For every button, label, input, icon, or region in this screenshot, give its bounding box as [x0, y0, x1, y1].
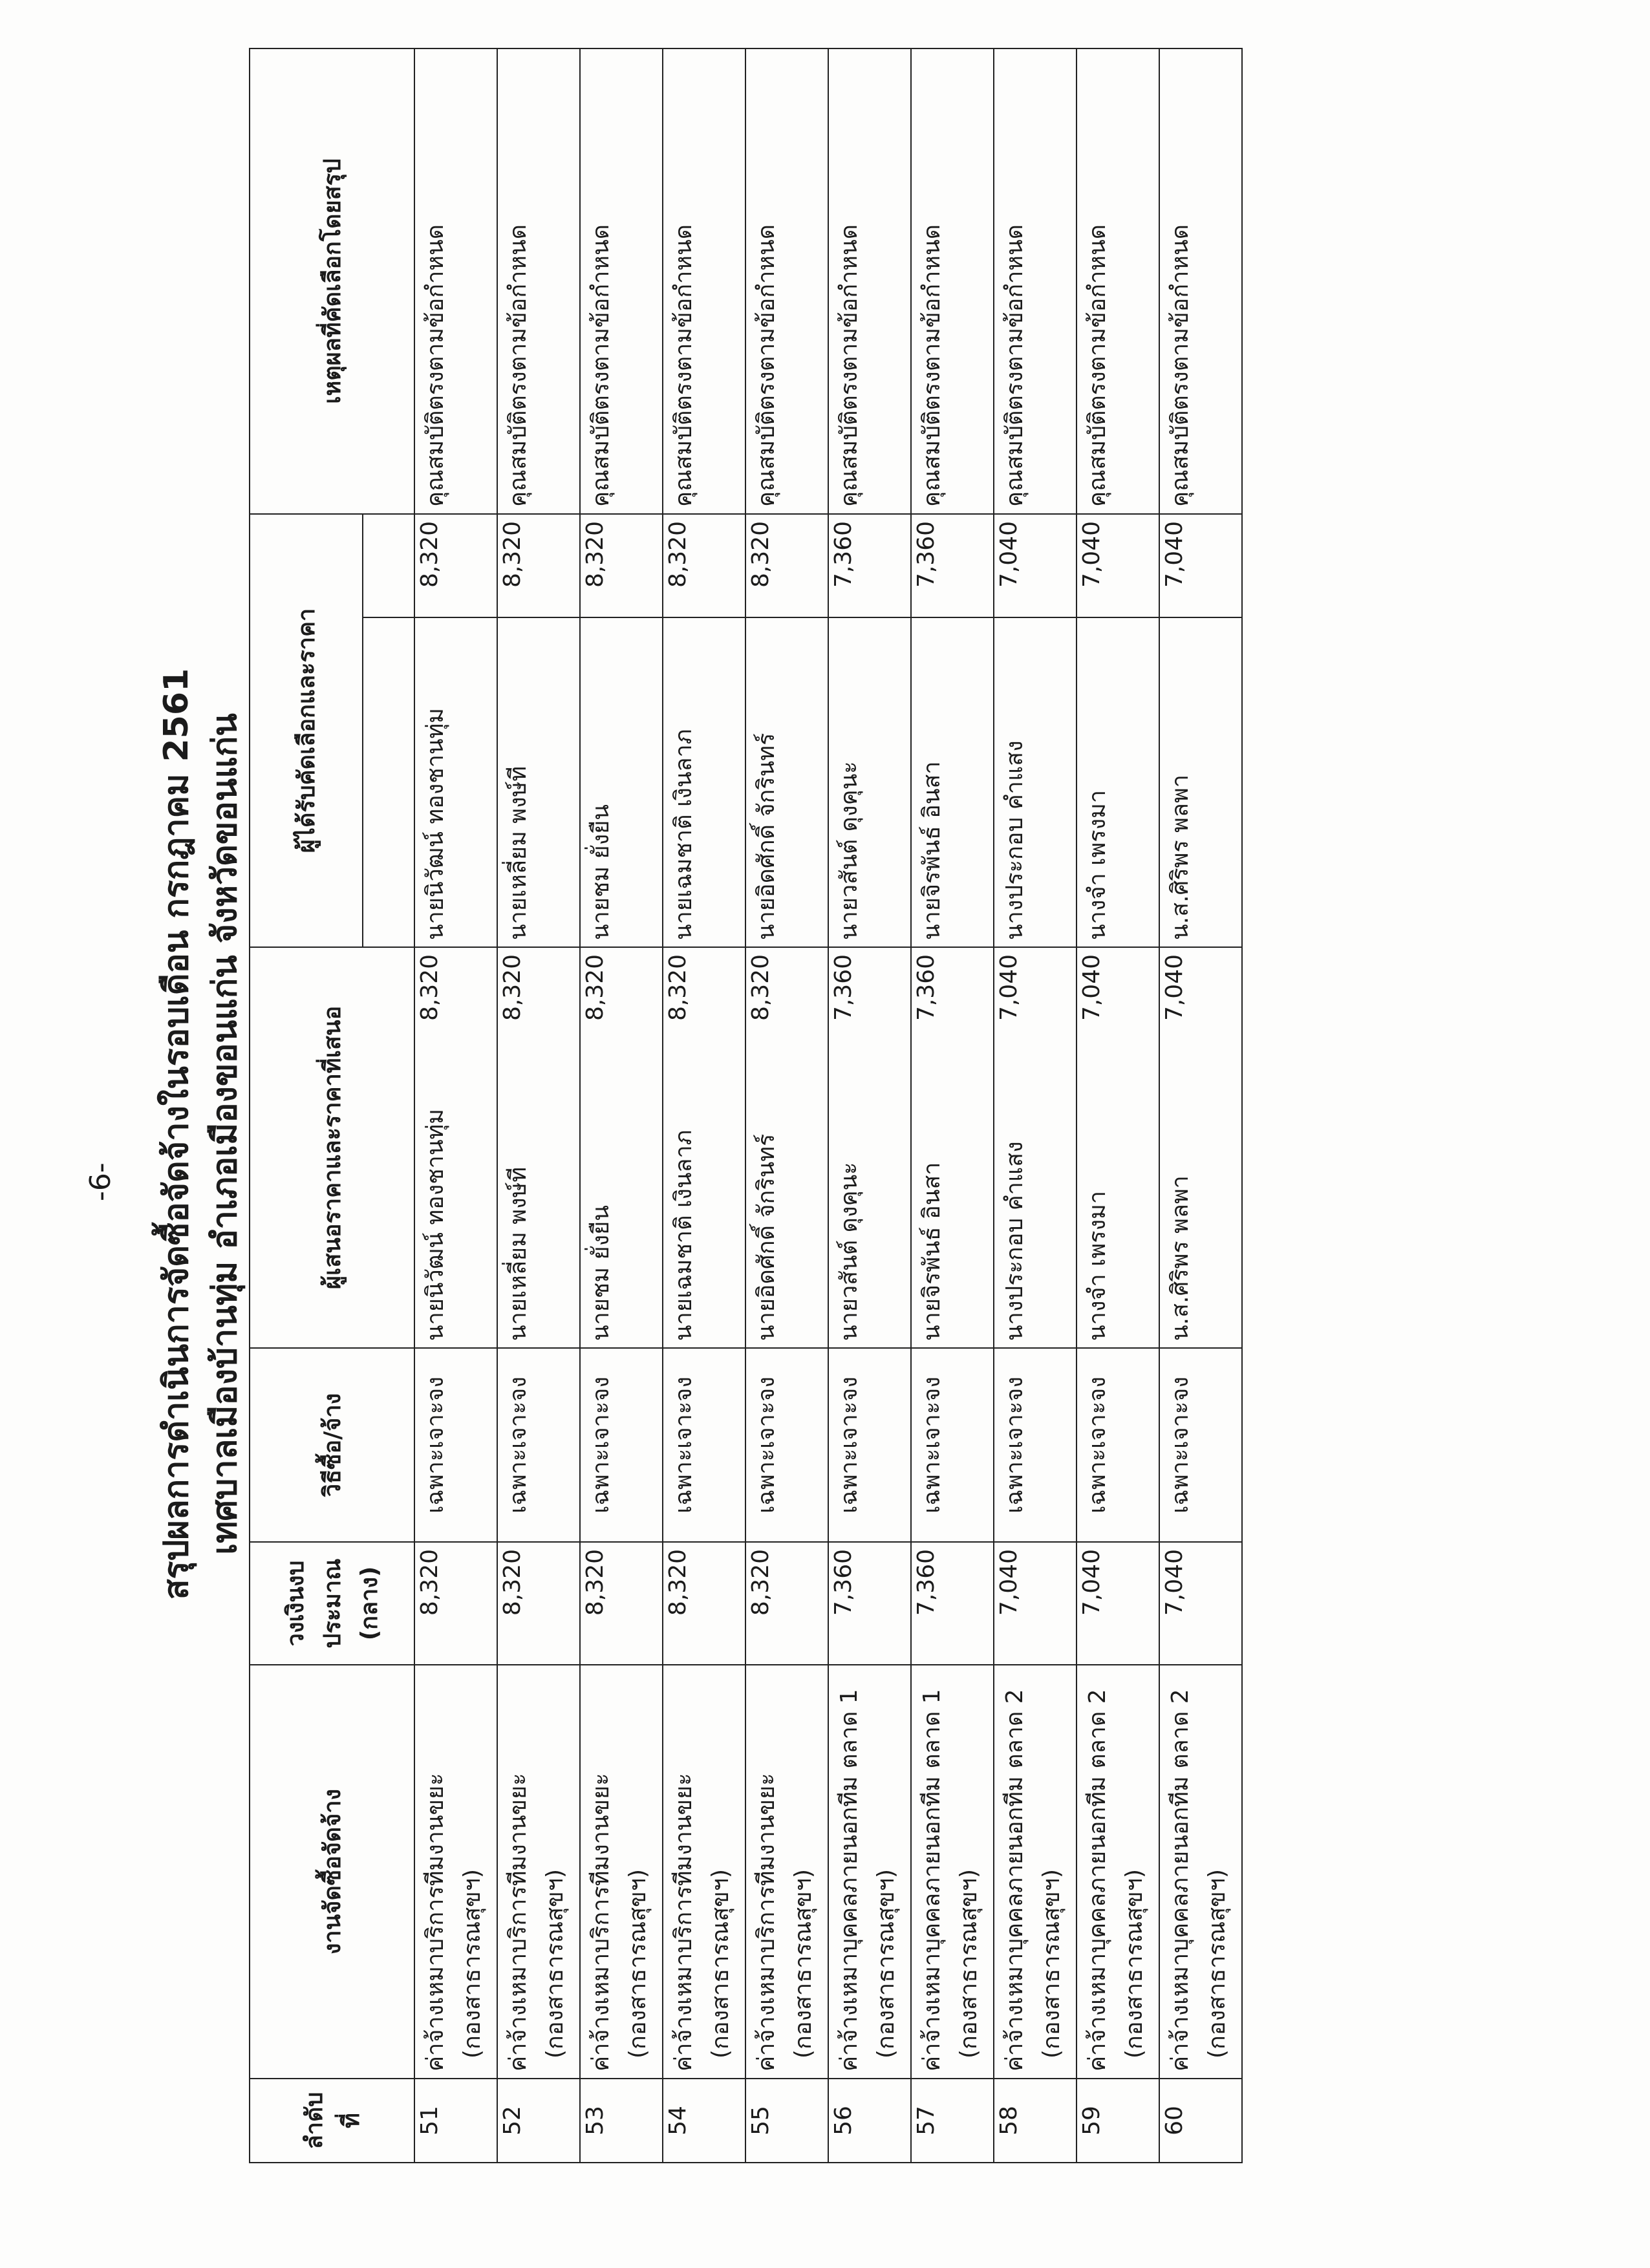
item-description: ค่าจ้างเหมาบุคคลภายนอกทีม ตลาด 2: [1002, 1689, 1028, 2071]
item-description: ค่าจ้างเหมาบุคคลภายนอกทีม ตลาด 2: [1084, 1689, 1111, 2071]
table-row: [994, 48, 1077, 2163]
bid-price: 8,320: [497, 947, 580, 1064]
selection-reason: คุณสมบัติตรงตามข้อกำหนด: [745, 48, 828, 514]
table-row: [497, 48, 580, 2163]
selection-reason: คุณสมบัติตรงตามข้อกำหนด: [1159, 48, 1242, 514]
row-number: 59: [1077, 2079, 1159, 2163]
bidder-name: นายชม ยั่งยืน: [580, 1064, 663, 1348]
selection-reason: คุณสมบัติตรงตามข้อกำหนด: [580, 48, 663, 514]
procurement-table: [249, 48, 1243, 2163]
item-department: (กองสาธารณสุขฯ): [1038, 1869, 1065, 2059]
selection-reason: คุณสมบัติตรงตามข้อกำหนด: [663, 48, 745, 514]
winner-price: 7,040: [994, 514, 1077, 617]
bid-price: 8,320: [580, 947, 663, 1064]
bid-price: 7,360: [911, 947, 994, 1064]
header-method: วิธีซื้อ/จ้าง: [250, 1348, 414, 1542]
table-row: [580, 48, 663, 2163]
row-number: 54: [663, 2079, 745, 2163]
budget-amount: 7,360: [911, 1542, 994, 1665]
item-cell: [994, 1665, 1077, 2079]
row-number: 55: [745, 2079, 828, 2163]
bid-price: 7,040: [1159, 947, 1242, 1064]
header-item: งานจัดซื้อจัดจ้าง: [250, 1665, 414, 2079]
budget-amount: 8,320: [663, 1542, 745, 1665]
row-number: 60: [1159, 2079, 1242, 2163]
winner-price: 8,320: [497, 514, 580, 617]
item-description: ค่าจ้างเหมาบุคคลภายนอกทีม ตลาด 1: [919, 1689, 945, 2071]
item-department: (กองสาธารณสุขฯ): [956, 1869, 982, 2059]
row-number: 58: [994, 2079, 1077, 2163]
item-cell: [414, 1665, 497, 2079]
item-description: ค่าจ้างเหมาบุคคลภายนอกทีม ตลาด 2: [1167, 1689, 1194, 2071]
winner-price: 7,040: [1077, 514, 1159, 617]
bidder-name: นายเฉมชาติ เงินลาภ: [663, 1064, 745, 1348]
winner-name: นายเฉมชาติ เงินลาภ: [663, 617, 745, 947]
item-cell: [911, 1665, 994, 2079]
item-cell: [745, 1665, 828, 2079]
procurement-method: เฉพาะเจาะจง: [1077, 1348, 1159, 1542]
winner-name: น.ส.ศิริพร พลพา: [1159, 617, 1242, 947]
row-number: 57: [911, 2079, 994, 2163]
bidder-name: น.ส.ศิริพร พลพา: [1159, 1064, 1242, 1348]
header-reason: เหตุผลที่คัดเลือกโดยสรุป: [250, 48, 414, 514]
row-number: 52: [497, 2079, 580, 2163]
winner-name: นางประกอบ คำแสง: [994, 617, 1077, 947]
header-no: ลำดับที่: [250, 2079, 414, 2163]
table-row: [828, 48, 911, 2163]
procurement-method: เฉพาะเจาะจง: [497, 1348, 580, 1542]
row-number: 53: [580, 2079, 663, 2163]
winner-name: นางจำ เพรงมา: [1077, 617, 1159, 947]
bidder-name: นายวสันต์ ดุงคุนะ: [828, 1064, 911, 1348]
selection-reason: คุณสมบัติตรงตามข้อกำหนด: [994, 48, 1077, 514]
item-description: ค่าจ้างเหมาบริการทีมงานขยะ: [505, 1773, 531, 2071]
bidder-name: นายนิวัฒน์ ทองชานทุ่ม: [414, 1064, 497, 1348]
bidder-name: นายอิดศักดิ์ จักรินทร์: [745, 1064, 828, 1348]
header-winner-price-cell: [363, 514, 414, 617]
procurement-method: เฉพาะเจาะจง: [828, 1348, 911, 1542]
bid-price: 8,320: [414, 947, 497, 1064]
budget-amount: 7,360: [828, 1542, 911, 1665]
selection-reason: คุณสมบัติตรงตามข้อกำหนด: [414, 48, 497, 514]
winner-name: นายอิดศักดิ์ จักรินทร์: [745, 617, 828, 947]
selection-reason: คุณสมบัติตรงตามข้อกำหนด: [828, 48, 911, 514]
procurement-method: เฉพาะเจาะจง: [1159, 1348, 1242, 1542]
budget-amount: 8,320: [580, 1542, 663, 1665]
winner-name: นายนิวัฒน์ ทองชานทุ่ม: [414, 617, 497, 947]
table-row: [663, 48, 745, 2163]
item-cell: [663, 1665, 745, 2079]
winner-price: 8,320: [414, 514, 497, 617]
table-row: [745, 48, 828, 2163]
item-department: (กองสาธารณสุขฯ): [625, 1869, 651, 2059]
page-number: -6-: [84, 1162, 117, 1201]
winner-price: 8,320: [745, 514, 828, 617]
item-department: (กองสาธารณสุขฯ): [1121, 1869, 1148, 2059]
winner-name: นายจิรพันธ์ อินสา: [911, 617, 994, 947]
item-description: ค่าจ้างเหมาบริการทีมงานขยะ: [670, 1773, 697, 2071]
table-row: [1077, 48, 1159, 2163]
bid-price: 7,040: [994, 947, 1077, 1064]
procurement-method: เฉพาะเจาะจง: [580, 1348, 663, 1542]
winner-price: 7,360: [828, 514, 911, 617]
budget-amount: 8,320: [745, 1542, 828, 1665]
bid-price: 8,320: [663, 947, 745, 1064]
bid-price: 7,360: [828, 947, 911, 1064]
item-cell: [828, 1665, 911, 2079]
selection-reason: คุณสมบัติตรงตามข้อกำหนด: [497, 48, 580, 514]
item-cell: [1077, 1665, 1159, 2079]
bid-price: 7,040: [1077, 947, 1159, 1064]
winner-price: 7,360: [911, 514, 994, 617]
bidder-name: นางประกอบ คำแสง: [994, 1064, 1077, 1348]
selection-reason: คุณสมบัติตรงตามข้อกำหนด: [911, 48, 994, 514]
budget-amount: 8,320: [414, 1542, 497, 1665]
procurement-method: เฉพาะเจาะจง: [663, 1348, 745, 1542]
row-number: 56: [828, 2079, 911, 2163]
table-header-row: [250, 48, 363, 2163]
item-description: ค่าจ้างเหมาบริการทีมงานขยะ: [753, 1773, 780, 2071]
header-winner: ผู้ได้รับคัดเลือกและราคา: [250, 514, 363, 947]
header-winner-name-cell: [363, 617, 414, 947]
selection-reason: คุณสมบัติตรงตามข้อกำหนด: [1077, 48, 1159, 514]
budget-amount: 8,320: [497, 1542, 580, 1665]
table-row: [1159, 48, 1242, 2163]
item-description: ค่าจ้างเหมาบริการทีมงานขยะ: [588, 1773, 614, 2071]
procurement-method: เฉพาะเจาะจง: [745, 1348, 828, 1542]
budget-amount: 7,040: [1159, 1542, 1242, 1665]
table-row: [911, 48, 994, 2163]
bid-price: 8,320: [745, 947, 828, 1064]
item-department: (กองสาธารณสุขฯ): [873, 1869, 899, 2059]
item-description: ค่าจ้างเหมาบุคคลภายนอกทีม ตลาด 1: [836, 1689, 862, 2071]
document-subtitle: เทศบาลเมืองบ้านทุ่ม อำเภอเมืองขอนแก่น จังหวัดขอนแก่น: [206, 713, 244, 1555]
winner-price: 8,320: [580, 514, 663, 617]
bidder-name: นางจำ เพรงมา: [1077, 1064, 1159, 1348]
item-department: (กองสาธารณสุขฯ): [790, 1869, 817, 2059]
row-number: 51: [414, 2079, 497, 2163]
budget-amount: 7,040: [994, 1542, 1077, 1665]
procurement-method: เฉพาะเจาะจง: [911, 1348, 994, 1542]
winner-price: 7,040: [1159, 514, 1242, 617]
item-department: (กองสาธารณสุขฯ): [459, 1869, 486, 2059]
item-department: (กองสาธารณสุขฯ): [1204, 1869, 1230, 2059]
winner-price: 8,320: [663, 514, 745, 617]
document-title: สรุปผลการดำเนินการจัดซื้อจัดจ้างในรอบเดือน กรกฎาคม 2561: [157, 668, 196, 1600]
item-cell: [497, 1665, 580, 2079]
header-budget: วงเงินงบประมาณ (กลาง): [250, 1542, 414, 1665]
winner-name: นายชม ยั่งยืน: [580, 617, 663, 947]
item-cell: [1159, 1665, 1242, 2079]
item-cell: [580, 1665, 663, 2079]
table-row: [414, 48, 497, 2163]
bidder-name: นายจิรพันธ์ อินสา: [911, 1064, 994, 1348]
winner-name: นายเหลี่ยม พงษ์ที: [497, 617, 580, 947]
item-description: ค่าจ้างเหมาบริการทีมงานขยะ: [422, 1773, 449, 2071]
winner-name: นายวสันต์ ดุงคุนะ: [828, 617, 911, 947]
procurement-method: เฉพาะเจาะจง: [994, 1348, 1077, 1542]
table-body: [414, 48, 1242, 2163]
procurement-method: เฉพาะเจาะจง: [414, 1348, 497, 1542]
item-department: (กองสาธารณสุขฯ): [707, 1869, 734, 2059]
bidder-name: นายเหลี่ยม พงษ์ที: [497, 1064, 580, 1348]
item-department: (กองสาธารณสุขฯ): [542, 1869, 568, 2059]
header-bidders: ผู้เสนอราคาและราคาที่เสนอ: [250, 947, 414, 1348]
budget-amount: 7,040: [1077, 1542, 1159, 1665]
